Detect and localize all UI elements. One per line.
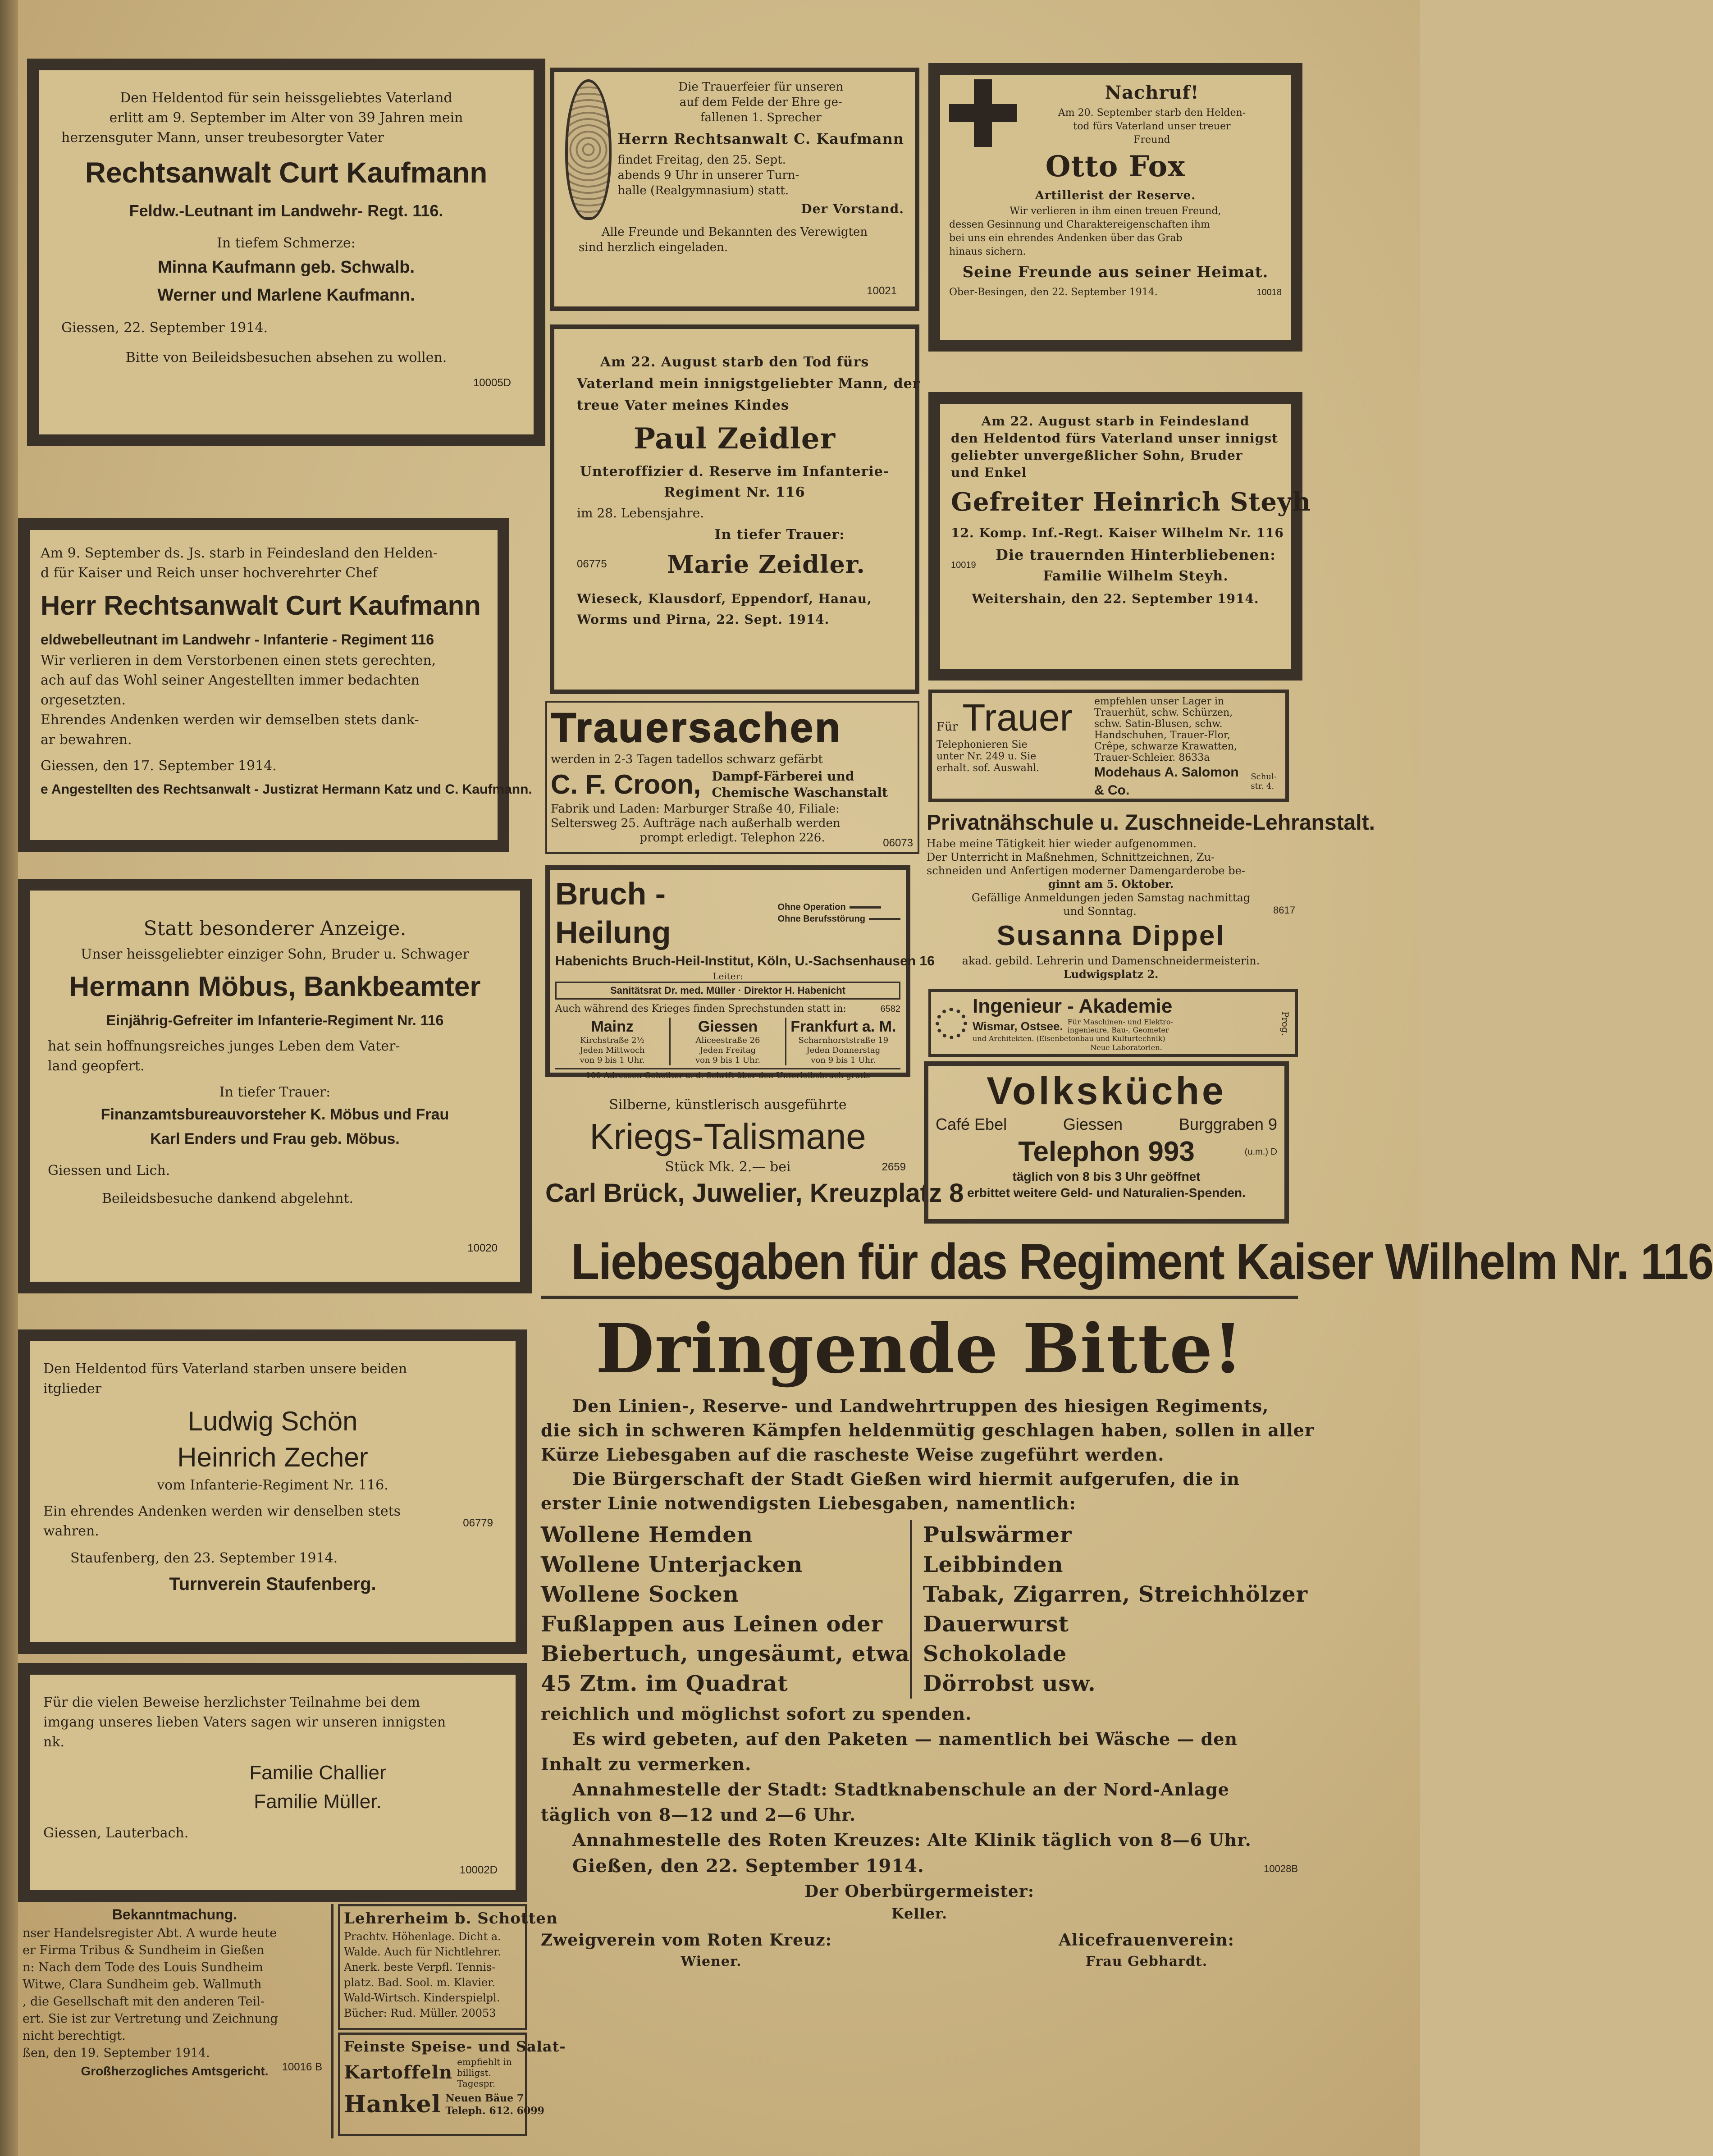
city-hours: von 9 bis 1 Uhr. xyxy=(811,1055,876,1065)
ad-lehrerheim xyxy=(338,1904,558,2030)
text-line: Den Heldentod fürs Vaterland starben unsere beiden xyxy=(43,1361,407,1377)
signatory: Familie Wilhelm Steyh. xyxy=(1043,568,1229,584)
heading: Trauersachen xyxy=(551,705,842,751)
gift-list-left xyxy=(541,1520,910,1699)
rank-line: Feldw.-Leutnant im Landwehr- Regt. 116. xyxy=(129,201,443,220)
text-line: Am 22. August starb in Feindesland xyxy=(981,414,1250,429)
text-line: Walde. Auch für Nichtlehrer. xyxy=(344,1946,501,1958)
ad-code: 06073 xyxy=(883,837,913,849)
deceased-name: Hermann Möbus, Bankbeamter xyxy=(69,971,481,1002)
city-address: Aliceestraße 26 xyxy=(695,1036,760,1045)
ad-kaufmann-family xyxy=(27,59,545,446)
text-line: erbittet weitere Geld- und Naturalien-Spenden. xyxy=(967,1186,1246,1200)
ad-code: 10019 xyxy=(951,560,976,570)
text-line: Für die vielen Beweise herzlichster Teilnahme bei dem xyxy=(43,1695,420,1710)
text-line: schw. Satin-Blusen, schw. xyxy=(1094,718,1223,730)
person-name: Susanna Dippel xyxy=(996,920,1225,951)
gift-item: 45 Ztm. im Quadrat xyxy=(541,1671,788,1696)
text-line: werden in 2-3 Tagen tadellos schwarz gefärbt xyxy=(551,753,823,766)
place-date: Giessen, den 17. September 1914. xyxy=(41,758,277,774)
deceased-name: Heinrich Zecher xyxy=(177,1442,368,1472)
text-line: Trauerhüt, schw. Schürzen, xyxy=(1094,707,1233,718)
ad-code: 10021 xyxy=(867,285,897,297)
city-hours: von 9 bis 1 Uhr. xyxy=(580,1055,645,1065)
deceased-name: Ludwig Schön xyxy=(187,1406,358,1436)
city-hours: von 9 bis 1 Uhr. xyxy=(695,1055,760,1065)
iron-cross-icon xyxy=(949,79,1017,147)
gift-item: Wollene Socken xyxy=(541,1582,739,1607)
text-line: Telephonieren Sie xyxy=(936,739,1028,750)
text-line: nk. xyxy=(43,1734,65,1750)
text-line: Ehrendes Andenken werden wir demselben stets dank- xyxy=(41,712,419,728)
ad-code: 8617 xyxy=(1273,904,1295,916)
divider xyxy=(541,1296,1298,1299)
text-line: Prachtv. Höhenlage. Dicht a. xyxy=(344,1930,501,1943)
feature xyxy=(778,913,900,925)
paragraph-line: Es wird gebeten, auf den Paketen — namentlich bei Wäsche — den xyxy=(572,1729,1238,1749)
text-line: Am 9. September ds. Js. starb in Feindesland den Helden- xyxy=(41,545,438,561)
place-date: Weitershain, den 22. September 1914. xyxy=(972,591,1259,606)
ad-hankel xyxy=(338,2033,566,2136)
signatory: Familie Challier xyxy=(249,1762,386,1784)
ad-trauer-salomon xyxy=(928,690,1289,802)
telephone: Telephon 993 xyxy=(1018,1136,1195,1167)
text-line: treue Vater meines Kindes xyxy=(577,397,789,413)
telephone: Teleph. 612. 6099 xyxy=(445,2105,544,2117)
text-line: Am 22. August starb den Tod fürs xyxy=(600,354,869,370)
paragraph-line: Den Linien-, Reserve- und Landwehrtruppen des hiesigen Regiments, xyxy=(572,1396,1269,1416)
gift-item: Wollene Unterjacken xyxy=(541,1552,803,1577)
text-line: ar bewahren. xyxy=(41,732,132,748)
text-line: Anerk. beste Verpfl. Tennis- xyxy=(344,1961,496,1973)
deceased-name: Gefreiter Heinrich Steyh xyxy=(951,487,1311,517)
text-line: Handschuhen, Trauer-Flor, xyxy=(1094,730,1230,741)
leader-names: Sanitätsrat Dr. med. Müller · Direktor H. Habenicht xyxy=(555,982,900,1000)
paragraph-line: reichlich und möglichst sofort zu spenden. xyxy=(541,1704,972,1724)
text-line: Wir verlieren in ihm einen treuen Freund, xyxy=(1010,206,1221,217)
text-line: unter Nr. 249 u. Sie xyxy=(936,751,1037,762)
heading: Privatnähschule u. Zuschneide-Lehranstalt. xyxy=(927,811,1375,835)
text-line: Wir verlieren in dem Verstorbenen einen stets gerechten, xyxy=(41,653,436,668)
ad-bekanntmachung xyxy=(18,1904,333,2138)
paragraph-line: Die Bürgerschaft der Stadt Gießen wird hiermit aufgerufen, die in xyxy=(572,1469,1240,1489)
text-line: sind herzlich eingeladen. xyxy=(579,241,728,254)
ad-code: 06779 xyxy=(463,1517,493,1529)
ad-code: 2659 xyxy=(882,1161,906,1173)
gift-item: Schokolade xyxy=(923,1641,1067,1667)
text-line: Neue Laboratorien. xyxy=(1090,1043,1162,1052)
heading: Lehrerheim b. Schotten xyxy=(344,1909,558,1928)
text-line: ingenieure, Bau-, Geometer xyxy=(1067,1026,1169,1034)
deceased-name: Herrn Rechtsanwalt C. Kaufmann xyxy=(617,130,904,147)
heading: Feinste Speise- und Salat- xyxy=(344,2038,566,2055)
gift-list-right xyxy=(910,1520,1308,1699)
rank-line: Einjährig-Gefreiter im Infanterie-Regiment Nr. 116 xyxy=(106,1012,444,1028)
text-line: findet Freitag, den 25. Sept. xyxy=(617,153,786,167)
gift-item: Fußlappen aus Leinen oder xyxy=(541,1612,883,1637)
arrow-icon xyxy=(850,906,881,909)
ad-trauerfeier xyxy=(550,68,919,311)
city-list xyxy=(555,1018,900,1065)
text-line: schneiden und Anfertigen moderner Damengarderobe be- xyxy=(927,864,1245,877)
ad-trauersachen xyxy=(545,701,919,854)
text-line: n: Nach dem Tode des Louis Sundheim xyxy=(23,1960,263,1974)
paragraph-line: erster Linie notwendigsten Liebesgaben, namentlich: xyxy=(541,1493,1076,1513)
ad-moebus xyxy=(18,879,532,1293)
age-line: im 28. Lebensjahre. xyxy=(577,506,704,521)
price-line: Stück Mk. 2.— bei xyxy=(665,1159,791,1175)
address: Fabrik und Laden: Marburger Straße 40, Filiale: xyxy=(551,802,840,816)
text-line: Trauer-Schleier. 8633a xyxy=(1094,752,1210,763)
label: Leiter: xyxy=(713,971,743,982)
city-address: Scharnhorststraße 19 xyxy=(798,1036,889,1045)
address: Burggraben 9 xyxy=(1179,1115,1277,1133)
city-day: Jeden Mittwoch xyxy=(580,1046,645,1055)
text-line: Worms und Pirna, 22. Sept. 1914. xyxy=(577,612,830,627)
ad-code: 10005D xyxy=(473,377,511,389)
page-edge xyxy=(0,0,18,2156)
rank-line: Unteroffizier d. Reserve im Infanterie- xyxy=(580,464,890,480)
ad-privatnaehschule xyxy=(924,809,1375,989)
gift-item: Wollene Hemden xyxy=(541,1522,753,1548)
ad-code: 10016 B xyxy=(282,2061,322,2073)
note-line: Bitte von Beileidsbesuchen absehen zu wollen. xyxy=(125,350,447,365)
ad-code: 6582 xyxy=(880,1004,900,1014)
address: Neuen Bäue 7 xyxy=(445,2092,524,2104)
text-line: erlitt am 9. September im Alter von 39 Jahren mein xyxy=(109,110,463,126)
text-line: land geopfert. xyxy=(48,1058,145,1074)
heading: Bruch - Heilung xyxy=(555,876,671,950)
text-line: halle (Realgymnasium) statt. xyxy=(617,184,789,197)
signatory: Keller. xyxy=(891,1905,948,1922)
deceased-name: Otto Fox xyxy=(1045,150,1186,183)
signatory-title: Zweigverein vom Roten Kreuz: xyxy=(541,1931,832,1950)
ad-code: 06775 xyxy=(577,558,607,570)
firm-name: Modehaus A. Salomon & Co. xyxy=(1094,765,1239,798)
address: Ludwigsplatz 2. xyxy=(1063,968,1159,981)
text-line: Habe meine Tätigkeit hier wieder aufgenommen. xyxy=(927,837,1197,850)
ad-challier xyxy=(18,1663,527,1902)
city-day: Jeden Freitag xyxy=(699,1046,756,1055)
ad-schoen-zecher xyxy=(18,1329,527,1654)
city-entry xyxy=(555,1018,669,1065)
signatory: Familie Müller. xyxy=(254,1791,382,1813)
text-line: hat sein hoffnungsreiches junges Leben dem Vater- xyxy=(48,1038,400,1054)
text-line: wahren. xyxy=(43,1523,99,1539)
cafe-name: Café Ebel xyxy=(936,1115,1007,1133)
rank-line: vom Infanterie-Regiment Nr. 116. xyxy=(157,1477,388,1493)
city-entry xyxy=(669,1018,785,1065)
institute: Habenichts Bruch-Heil-Institut, Köln, U.-Sachsenhausen 16 xyxy=(555,954,935,968)
grief-line: In tiefer Trauer: xyxy=(714,527,845,543)
signatory: Finanzamtsbureauvorsteher K. Möbus und Frau xyxy=(100,1106,449,1123)
heading: Kriegs-Talismane xyxy=(589,1116,866,1156)
place-date: ßen, den 19. September 1914. xyxy=(23,2046,210,2060)
city-name: Mainz xyxy=(591,1018,634,1035)
paragraph-line: Annahmestelle der Stadt: Stadtknabenschule an der Nord-Anlage xyxy=(572,1779,1229,1800)
text-line: Ein ehrendes Andenken werden wir denselben stets xyxy=(43,1503,401,1519)
place: Wismar, Ostsee. xyxy=(973,1019,1063,1033)
gear-icon xyxy=(936,1008,967,1039)
text-line: Wieseck, Klausdorf, Eppendorf, Hanau, xyxy=(577,591,872,606)
rank-line: Artillerist der Reserve. xyxy=(1035,189,1196,202)
place-date: Gießen, den 22. September 1914. xyxy=(572,1855,924,1877)
ad-kaufmann-staff xyxy=(18,518,532,852)
signatory-title: Der Oberbürgermeister: xyxy=(804,1882,1035,1901)
grief-line: In tiefem Schmerze: xyxy=(217,235,356,251)
product-name: Kartoffeln xyxy=(344,2062,453,2083)
heading: Trauer xyxy=(962,696,1073,739)
place: Giessen und Lich. xyxy=(48,1163,170,1178)
signatory: Karl Enders und Frau geb. Möbus. xyxy=(150,1130,400,1147)
text-line: er Firma Tribus & Sundheim in Gießen xyxy=(23,1943,265,1957)
text-line: Alle Freunde und Bekannten des Verewigten xyxy=(601,225,868,239)
text-line: empfiehlt in billigst. Tagespr. xyxy=(457,2056,512,2089)
ad-code: (u.m.) D xyxy=(1244,1147,1277,1157)
text-line: erhalt. sof. Auswahl. xyxy=(936,763,1040,774)
rank-line: 12. Komp. Inf.-Regt. Kaiser Wilhelm Nr. 116 xyxy=(951,525,1284,540)
ad-code: 10002D xyxy=(459,1864,498,1876)
signatory-title: Alicefrauenverein: xyxy=(1059,1931,1234,1950)
text-line: Der Unterricht in Maßnehmen, Schnittzeichnen, Zu- xyxy=(927,851,1215,863)
text-line: täglich von 8 bis 3 Uhr geöffnet xyxy=(1012,1169,1201,1183)
city-address: Kirchstraße 2½ xyxy=(580,1036,644,1045)
place: Giessen, Lauterbach. xyxy=(43,1825,189,1841)
city-name: Giessen xyxy=(698,1018,758,1035)
deceased-name: Herr Rechtsanwalt Curt Kaufmann xyxy=(41,590,481,621)
heading: Dringende Bitte! xyxy=(595,1309,1243,1389)
ad-zeidler xyxy=(550,324,919,694)
firm-type: Chemische Waschanstalt xyxy=(712,785,888,800)
text-line: Vaterland mein innigstgeliebter Mann, der xyxy=(577,376,920,392)
paragraph-line: Annahmestelle des Roten Kreuzes: Alte Klinik täglich von 8—6 Uhr. xyxy=(572,1830,1252,1850)
address: Schul-str. 4. xyxy=(1251,772,1277,791)
text-line: akad. gebild. Lehrerin und Damenschneidermeisterin. xyxy=(962,955,1260,967)
deceased-name: Paul Zeidler xyxy=(633,422,836,456)
ad-ingenieur-akademie xyxy=(928,989,1298,1057)
text-line: bei uns ein ehrendes Andenken über das Grab xyxy=(949,233,1183,244)
signatory: e Angestellten des Rechtsanwalt - Justizrat Hermann Katz und C. Kaufmann. xyxy=(41,782,532,797)
ad-code: 10018 xyxy=(1256,288,1282,297)
text-line: und Sonntag. xyxy=(1063,905,1137,918)
side-label: Prog. xyxy=(1280,1011,1291,1036)
address: prompt erledigt. Telephon 226. xyxy=(640,831,825,845)
signatory: Turnverein Staufenberg. xyxy=(169,1574,376,1594)
text-line: Für Maschinen- und Elektro- xyxy=(1067,1018,1173,1026)
firm-name: C. F. Croon, xyxy=(551,769,701,799)
grief-line: In tiefer Trauer: xyxy=(219,1084,331,1100)
notice-liebesgaben xyxy=(536,1228,1713,2075)
heading: Statt besonderer Anzeige. xyxy=(143,917,407,940)
text-line: Wald-Wirtsch. Kinderspielpl. xyxy=(344,1992,500,2004)
text-line: Bücher: Rud. Müller. 20053 xyxy=(344,2007,496,2019)
text-line: auf dem Felde der Ehre ge- xyxy=(679,96,842,109)
paragraph-line: die sich in schweren Kämpfen heldenmütig geschlagen haben, sollen in aller xyxy=(541,1420,1314,1440)
city-day: Jeden Donnerstag xyxy=(806,1046,881,1055)
text-line: Freund xyxy=(1133,134,1170,146)
address: Seltersweg 25. Aufträge nach außerhalb werden xyxy=(551,817,841,830)
text-line: Unser heissgeliebter einziger Sohn, Bruder u. Schwager xyxy=(81,946,469,962)
text-line: Crêpe, schwarze Krawatten, xyxy=(1094,741,1238,752)
text-line: Am 20. September starb den Helden- xyxy=(1058,107,1246,119)
text-line: imgang unseres lieben Vaters sagen wir unseren innigsten xyxy=(43,1714,446,1730)
gift-item: Leibbinden xyxy=(923,1552,1064,1577)
text-line: Gefällige Anmeldungen jeden Samstag nachmittag xyxy=(971,891,1251,904)
paragraph-line: täglich von 8—12 und 2—6 Uhr. xyxy=(541,1804,856,1825)
text-line: hinaus sichern. xyxy=(949,246,1026,257)
rank-line: eldwebelleutnant im Landwehr - Infanterie - Regiment 116 xyxy=(41,631,434,648)
signatory: Die trauernden Hinterbliebenen: xyxy=(996,546,1276,563)
text-line: und Architekten. (Eisenbetonbau und Kulturtechnik) xyxy=(973,1034,1165,1043)
paragraph-line: Inhalt zu vermerken. xyxy=(541,1754,752,1774)
feature-label: Ohne Berufsstörung xyxy=(777,914,865,924)
text-line: , die Gesellschaft mit den anderen Teil- xyxy=(23,1995,265,2009)
text-line: und Enkel xyxy=(951,465,1027,480)
ad-code: 10028B xyxy=(1264,1863,1298,1874)
ad-bruch-heilung xyxy=(545,865,935,1080)
firm-name: Carl Brück, Juwelier, Kreuzplatz 8 xyxy=(545,1178,964,1208)
banner: Liebesgaben für das Regiment Kaiser Wilhelm Nr. 116 xyxy=(571,1233,1713,1290)
gift-item: Dauerwurst xyxy=(923,1612,1069,1637)
signatory: Marie Zeidler. xyxy=(667,550,866,579)
signatory: Minna Kaufmann geb. Schwalb. xyxy=(157,258,415,277)
text-line: Witwe, Clara Sundheim geb. Wallmuth xyxy=(23,1978,262,1992)
ad-nachruf-fox xyxy=(928,63,1302,352)
ad-steyh xyxy=(928,392,1311,681)
firm-type: Dampf-Färberei und xyxy=(712,769,854,784)
signatory: Frau Gebhardt. xyxy=(1085,1954,1208,1969)
signatory: Werner und Marlene Kaufmann. xyxy=(157,286,415,305)
signatory: Seine Freunde aus seiner Heimat. xyxy=(962,263,1269,281)
city: Giessen xyxy=(1063,1115,1123,1133)
city-entry xyxy=(785,1018,900,1065)
text-line: Für xyxy=(936,720,958,734)
paragraph-line: Kürze Liebesgaben auf die rascheste Weise zugeführt werden. xyxy=(541,1444,1165,1465)
gift-item: Pulswärmer xyxy=(923,1522,1072,1548)
feature xyxy=(778,901,900,913)
place-date: Ober-Besingen, den 22. September 1914. xyxy=(949,287,1158,298)
firm-name: Hankel xyxy=(344,2091,441,2118)
rank-line: Regiment Nr. 116 xyxy=(664,484,805,500)
text-line: ginnt am 5. Oktober. xyxy=(1048,877,1174,891)
gift-item: Tabak, Zigarren, Streichhölzer xyxy=(923,1582,1308,1607)
text-line: platz. Bad. Sool. m. Klavier. xyxy=(344,1976,495,1989)
gift-item: Biebertuch, ungesäumt, etwa xyxy=(541,1641,910,1667)
text-line: orgesetzten. xyxy=(41,692,126,708)
text-line: itglieder xyxy=(43,1381,102,1397)
text-line: ach auf das Wohl seiner Angestellten immer bedachten xyxy=(41,672,420,688)
text-line: Die Trauerfeier für unseren xyxy=(678,80,844,94)
text-line: ert. Sie ist zur Vertretung und Zeichnung xyxy=(23,2012,278,2026)
text-line: herzensguter Mann, unser treubesorgter Vater xyxy=(61,130,384,146)
signatory: Der Vorstand. xyxy=(801,201,904,216)
heading: Nachruf! xyxy=(1105,82,1199,103)
text-line: den Heldentod fürs Vaterland unser innigst xyxy=(951,431,1279,446)
text-line: abends 9 Uhr in unserer Turn- xyxy=(617,169,799,182)
ad-code: 10020 xyxy=(467,1242,498,1254)
text-line: d für Kaiser und Reich unser hochverehrter Chef xyxy=(41,565,378,581)
text-line: Den Heldentod für sein heissgeliebtes Vaterland xyxy=(120,90,452,106)
note-line: Beileidsbesuche dankend abgelehnt. xyxy=(102,1191,354,1206)
text-line: Auch während des Krieges finden Sprechstunden statt in: xyxy=(555,1003,846,1014)
signatory: Wiener. xyxy=(681,1954,742,1969)
text-line: empfehlen unser Lager in xyxy=(1094,696,1224,707)
club-emblem-icon xyxy=(565,79,612,220)
ad-kriegs-talismane xyxy=(541,1095,964,1226)
gift-list xyxy=(541,1520,1308,1699)
place-date: Staufenberg, den 23. September 1914. xyxy=(70,1550,338,1566)
place-date: Giessen, 22. September 1914. xyxy=(61,320,268,336)
footer-line: 100 Adressen Geheilter u. d. Schrift über den Unterleibsbruch gratis xyxy=(555,1068,900,1082)
text-line: geliebter unvergeßlicher Sohn, Bruder xyxy=(951,448,1243,463)
feature-label: Ohne Operation xyxy=(777,902,846,912)
gift-item: Dörrobst usw. xyxy=(923,1671,1096,1696)
ad-volkskueche xyxy=(924,1061,1289,1224)
signatory: Großherzogliches Amtsgericht. xyxy=(81,2064,269,2078)
text-line: fallenen 1. Sprecher xyxy=(700,111,822,124)
heading: Bekanntmachung. xyxy=(112,1906,238,1923)
deceased-name: Rechtsanwalt Curt Kaufmann xyxy=(85,156,488,189)
heading: Volksküche xyxy=(987,1069,1226,1113)
text-line: nser Handelsregister Abt. A wurde heute xyxy=(23,1926,277,1940)
text-line: dessen Gesinnung und Charaktereigenschaften ihm xyxy=(949,219,1210,230)
heading: Ingenieur - Akademie xyxy=(973,995,1173,1017)
text-line: tod fürs Vaterland unser treuer xyxy=(1073,121,1231,132)
text-line: Silberne, künstlerisch ausgeführte xyxy=(609,1097,847,1113)
arrow-icon xyxy=(869,918,900,920)
text-line: nicht berechtigt. xyxy=(23,2029,126,2043)
city-name: Frankfurt a. M. xyxy=(790,1018,896,1035)
